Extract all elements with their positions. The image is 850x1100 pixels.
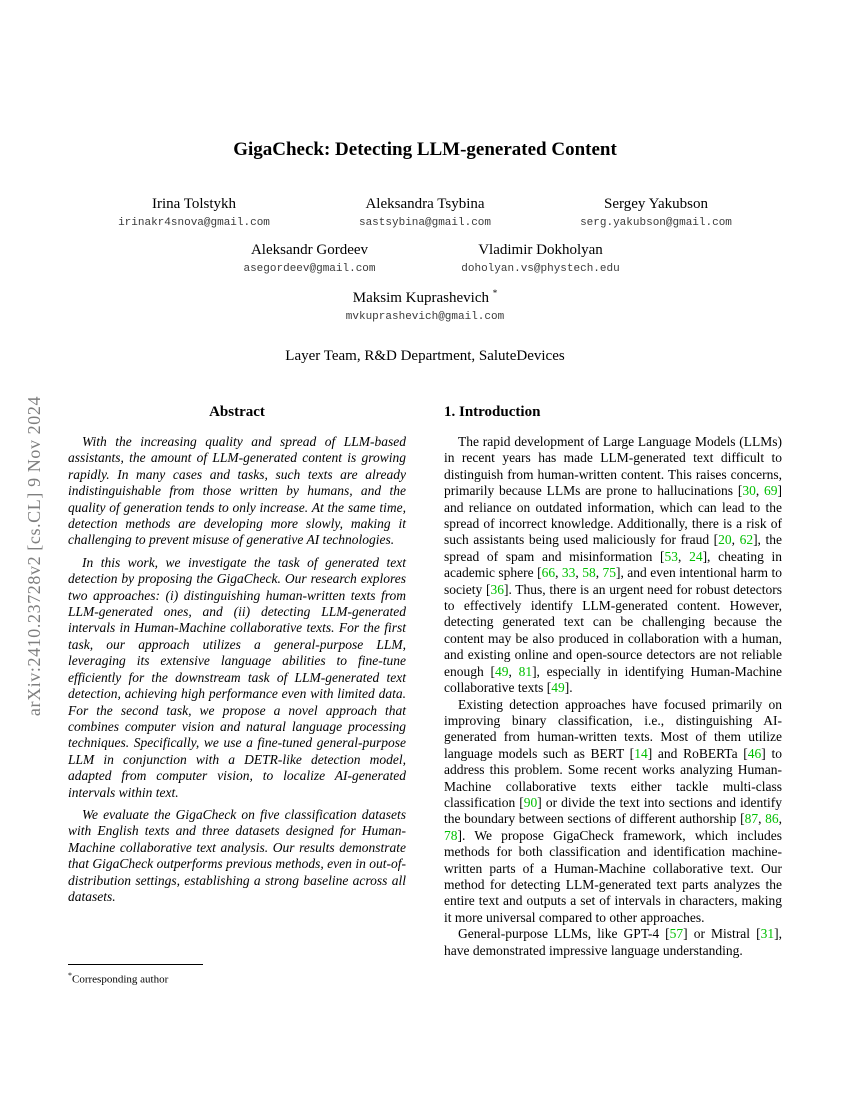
citation-ref[interactable]: 81 bbox=[518, 663, 533, 679]
affiliation: Layer Team, R&D Department, SaluteDevices bbox=[285, 348, 565, 364]
author-row-1 bbox=[0, 196, 850, 229]
citation-ref[interactable]: 53 bbox=[664, 548, 679, 564]
citation-ref[interactable]: 33 bbox=[561, 565, 576, 581]
citation-ref[interactable]: 49 bbox=[494, 663, 509, 679]
footnote-marker: * bbox=[68, 971, 72, 980]
author-email: mvkuprashevich@gmail.com bbox=[345, 311, 505, 323]
author bbox=[453, 242, 628, 275]
introduction-paragraph: General-purpose LLMs, like GPT-4 [57] or Mistral [31], have demonstrated impressive language understanding. bbox=[444, 926, 782, 958]
citation-ref[interactable]: 75 bbox=[602, 565, 616, 581]
footnote-text bbox=[68, 969, 406, 987]
author-block bbox=[0, 196, 850, 323]
citation-ref[interactable]: 49 bbox=[551, 680, 565, 696]
author-email: doholyan.vs@phystech.edu bbox=[461, 263, 620, 275]
citation-ref[interactable]: 62 bbox=[739, 532, 754, 548]
introduction-heading: 1. Introduction bbox=[444, 404, 541, 420]
arxiv-watermark: arXiv:2410.23728v2 [cs.CL] 9 Nov 2024 bbox=[24, 395, 44, 717]
author bbox=[338, 196, 513, 229]
citation-ref[interactable]: 90 bbox=[523, 794, 538, 810]
abstract-paragraph: In this work, we investigate the task of generated text detection by proposing the GigaCheck. Our research explores two approaches: (i) distinguishing human-written texts from LLM-generated ones, and (ii) detecting LLM-generated intervals in Human-Machine collaborative texts. For the first task, our approach utilizes a general-purpose LLM, leveraging its extensive language abilities to fine-tune efficiently for the downstream task of LLM-generated text detection, achieving high performance even with limited data. For the second task, we propose a novel approach that combines computer vision and natural language processing techniques. Specifically, we use a fine-tuned general-purpose LLM in conjunction with a DETR-like detection model, adapted from computer vision, to localize AI-generated intervals within text. bbox=[68, 554, 406, 800]
author-name bbox=[338, 288, 513, 307]
author bbox=[222, 242, 397, 275]
author-row-2 bbox=[0, 242, 850, 275]
footnote bbox=[68, 964, 406, 987]
author-email: asegordeev@gmail.com bbox=[243, 263, 376, 275]
citation-ref[interactable]: 78 bbox=[444, 827, 458, 843]
citation-ref[interactable]: 36 bbox=[490, 581, 504, 597]
abstract-heading: Abstract bbox=[209, 404, 265, 420]
abstract-paragraph: With the increasing quality and spread of LLM-based assistants, the amount of LLM-generated content is growing rapidly. In many cases and tasks, such texts are already indistinguishable from those written by humans, and the quality of generation tends to only increase. At the same time, detection methods are developing more slowly, making it challenging to prevent misuse of generative AI technologies. bbox=[68, 434, 406, 548]
author-name: Sergey Yakubson bbox=[604, 196, 708, 212]
footnote-rule bbox=[68, 964, 203, 965]
author-name: Aleksandr Gordeev bbox=[250, 242, 369, 258]
citation-ref[interactable]: 24 bbox=[689, 548, 703, 564]
author bbox=[569, 196, 744, 229]
author-email: sastsybina@gmail.com bbox=[358, 217, 492, 229]
citation-ref[interactable]: 66 bbox=[541, 565, 556, 581]
citation-ref[interactable]: 14 bbox=[634, 745, 648, 761]
author bbox=[107, 196, 282, 229]
author-name: Vladimir Dokholyan bbox=[478, 242, 603, 258]
author-row-3 bbox=[0, 288, 850, 323]
citation-ref[interactable]: 57 bbox=[669, 926, 684, 942]
author-name: Aleksandra Tsybina bbox=[365, 196, 485, 212]
citation-ref[interactable]: 30 bbox=[742, 483, 756, 499]
citation-ref[interactable]: 58 bbox=[582, 565, 596, 581]
author-email: irinakr4snova@gmail.com bbox=[118, 217, 270, 229]
citation-ref[interactable]: 87 bbox=[744, 811, 759, 827]
citation-ref[interactable]: 46 bbox=[747, 745, 762, 761]
citation-ref[interactable]: 31 bbox=[760, 926, 775, 942]
citation-ref[interactable]: 20 bbox=[718, 532, 732, 548]
corresponding-author-marker: * bbox=[492, 288, 498, 298]
introduction-paragraph: Existing detection approaches have focused primarily on improving binary classification, i.e., distinguishing AI-generated from human-written texts. Most of them utilize language models such as BERT [14] and RoBERTa [46] to address this problem. Some recent works analyzing Human-Machine collaborative texts either tackle multi-class classification [90] or divide the text into sections and identify the boundary between sections of different authorship [87, 86, 78]. We propose GigaCheck framework, which includes methods for both classification and identification machine-written parts of a Human-Machine collaborative text. Our method for detecting LLM-generated text parts analyzes the entire text and outputs a set of intervals in characters, making it more universal compared to other approaches. bbox=[444, 696, 782, 925]
author-corresponding bbox=[338, 288, 513, 323]
paper-title: GigaCheck: Detecting LLM-generated Content bbox=[233, 139, 617, 160]
author-name: Irina Tolstykh bbox=[151, 196, 237, 212]
introduction-section bbox=[444, 403, 782, 959]
citation-ref[interactable]: 86 bbox=[765, 811, 779, 827]
abstract-paragraph: We evaluate the GigaCheck on five classification datasets with English texts and three datasets designed for Human-Machine collaborative text analysis. Our results demonstrate that GigaCheck outperforms previous methods, even in out-of-distribution settings, establishing a strong baseline across all datasets. bbox=[68, 806, 406, 904]
author-email: serg.yakubson@gmail.com bbox=[580, 217, 732, 229]
citation-ref[interactable]: 69 bbox=[764, 483, 778, 499]
footnote-label: Corresponding author bbox=[72, 973, 169, 986]
author-name-text: Maksim Kuprashevich bbox=[352, 290, 489, 306]
abstract-section bbox=[68, 403, 406, 911]
introduction-paragraph: The rapid development of Large Language Models (LLMs) in recent years has made LLM-generated text difficult to distinguish from human-written content. This raises concerns, primarily because LLMs are prone to hallucinations [30, 69] and reliance on outdated information, which can lead to the spread of incorrect knowledge. Additionally, there is a risk of such assistants being used maliciously for fraud [20, 62], the spread of spam and misinformation [53, 24], cheating in academic sphere [66, 33, 58, 75], and even intentional harm to society [36]. Thus, there is an urgent need for robust detectors to effectively identify LLM-generated content. However, detecting generated text can be challenging because the content may be also produced in collaboration with a human, and existing online and open-source detectors are not reliable enough [49, 81], especially in identifying Human-Machine collaborative texts [49]. bbox=[444, 434, 783, 696]
